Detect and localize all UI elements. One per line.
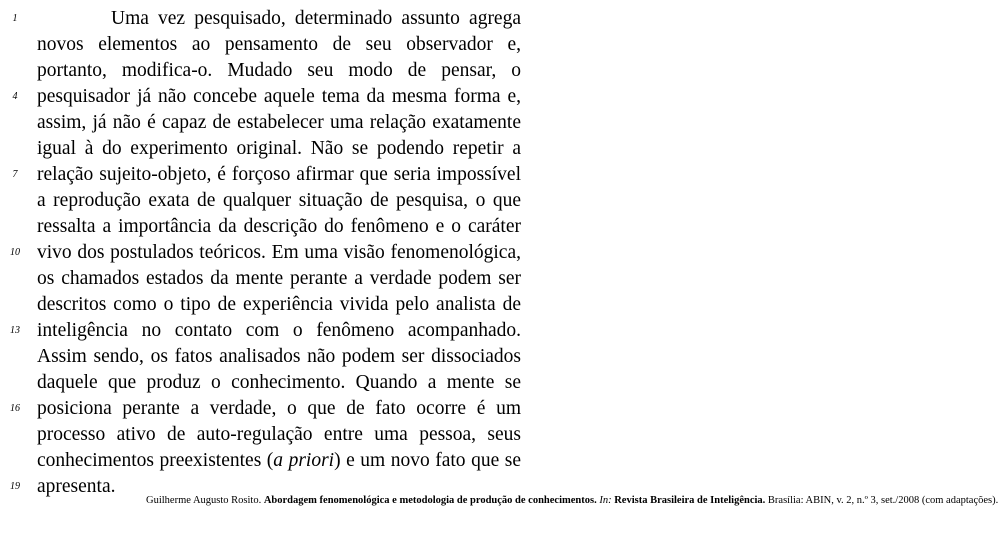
line-number: 13 xyxy=(10,325,20,336)
text-line-6 xyxy=(0,136,534,162)
text-line-8 xyxy=(0,188,534,214)
line-text: apresenta. xyxy=(37,476,116,497)
line-text: inteligência no contato com o fenômeno acompanhado. xyxy=(37,320,521,341)
line-text: processo ativo de auto-regulação entre uma pessoa, seus xyxy=(37,424,521,445)
line-text: descritos como o tipo de experiência vivida pelo analista de xyxy=(37,294,521,315)
text-line-17 xyxy=(0,422,534,448)
line-text: novos elementos ao pensamento de seu observador e, xyxy=(37,34,521,55)
text-line-18 xyxy=(0,448,534,474)
text-line-16 xyxy=(0,396,534,422)
text-line-11 xyxy=(0,266,534,292)
text-line-9 xyxy=(0,214,534,240)
citation-journal: Revista Brasileira de Inteligência. xyxy=(614,495,766,506)
line-text: Assim sendo, os fatos analisados não podem ser dissociados xyxy=(37,346,521,367)
line-text: ressalta a importância da descrição do fenômeno e o caráter xyxy=(37,216,521,237)
line-number: 10 xyxy=(10,247,20,258)
text-line-15 xyxy=(0,370,534,396)
line-text-before: conhecimentos preexistentes ( xyxy=(37,450,274,471)
text-line-4 xyxy=(0,84,534,110)
line-text: Uma vez pesquisado, determinado assunto agrega xyxy=(111,8,521,29)
line-text xyxy=(37,448,521,474)
line-number: 19 xyxy=(10,481,20,492)
line-text: os chamados estados da mente perante a verdade podem ser xyxy=(37,268,521,289)
text-line-5 xyxy=(0,110,534,136)
citation-author: Guilherme Augusto Rosito. xyxy=(146,495,262,506)
line-number: 4 xyxy=(12,91,18,102)
citation-line xyxy=(146,493,998,508)
line-text: a reprodução exata de qualquer situação de pesquisa, o que xyxy=(37,190,521,211)
line-number: 1 xyxy=(12,13,18,24)
text-line-2 xyxy=(0,32,534,58)
line-text: posiciona perante a verdade, o que de fato ocorre é um xyxy=(37,398,521,419)
line-text: daquele que produz o conhecimento. Quando a mente se xyxy=(37,372,521,393)
line-text: relação sujeito-objeto, é forçoso afirmar que seria impossível xyxy=(37,164,521,185)
text-line-10 xyxy=(0,240,534,266)
line-text: igual à do experimento original. Não se podendo repetir a xyxy=(37,138,521,159)
citation-title: Abordagem fenomenológica e metodologia de produção de conhecimentos. xyxy=(263,495,597,506)
text-line-7 xyxy=(0,162,534,188)
text-line-14 xyxy=(0,344,534,370)
text-line-3 xyxy=(0,58,534,84)
line-text: assim, já não é capaz de estabelecer uma relação exatamente xyxy=(37,112,521,133)
citation-details: Brasília: ABIN, v. 2, n.º 3, set./2008 (com adaptações). xyxy=(767,495,998,506)
text-line-1 xyxy=(0,6,534,32)
a-priori-italic: a priori xyxy=(273,450,335,471)
source-citation xyxy=(146,493,998,508)
text-line-12 xyxy=(0,292,534,318)
citation-in-label: In: xyxy=(599,495,612,506)
line-text-after: ) e um novo fato que se xyxy=(334,450,522,471)
line-number: 7 xyxy=(12,169,18,180)
line-text: vivo dos postulados teóricos. Em uma visão fenomenológica, xyxy=(37,242,521,263)
line-number: 16 xyxy=(10,403,20,414)
text-line-13 xyxy=(0,318,534,344)
line-text: pesquisador já não concebe aquele tema da mesma forma e, xyxy=(37,86,521,107)
line-text: portanto, modifica-o. Mudado seu modo de pensar, o xyxy=(37,60,521,81)
